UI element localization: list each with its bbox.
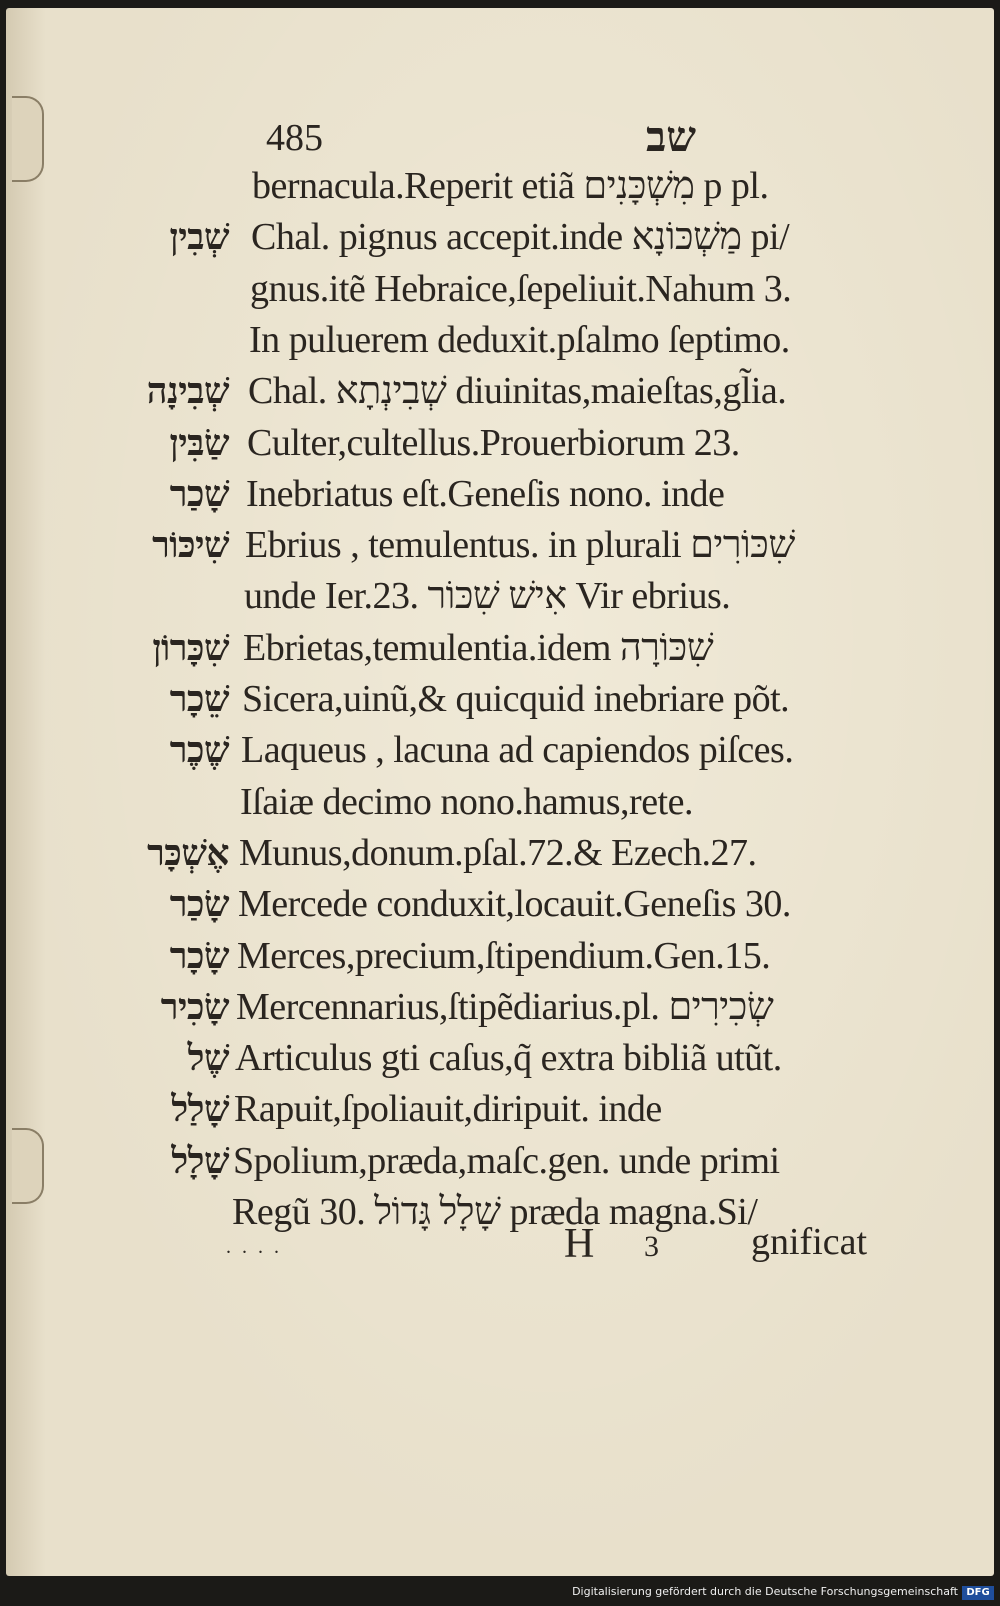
hebrew-headword: אֶשְׁכָּר	[147, 832, 229, 873]
entry-text: Laqueus , lacuna ad capiendos piſces.	[241, 729, 794, 772]
hebrew-headword: שְׁבִין	[169, 217, 229, 258]
entry-line	[6, 263, 994, 315]
running-head: שב	[646, 115, 696, 161]
entry-text: Mercede conduxit,locauit.Geneſis 30.	[238, 883, 791, 926]
hebrew-headword: שָׁלַל	[171, 1089, 229, 1130]
entry-text: In puluerem deduxit.pſalmo ſeptimo.	[249, 318, 790, 361]
entry-text: Inebriatus eſt.Geneſis nono. inde	[246, 472, 725, 515]
entry-line	[6, 724, 994, 776]
dfg-logo: DFG	[962, 1586, 994, 1600]
hebrew-headword: שִׁיכּוֹר	[152, 525, 229, 566]
entry-text: Articulus gti caſus,q̃ extra bibliã utũt.	[235, 1037, 782, 1080]
entry-text: bernacula.Reperit etiã מִשְׁכָּנִים p pl.	[252, 165, 769, 207]
entry-text: Iſaiæ decimo nono.hamus,rete.	[240, 780, 693, 823]
hebrew-headword: שָׂכָר	[169, 935, 229, 976]
page-number: 485	[266, 117, 323, 159]
entry-text: Chal. pignus accepit.inde מַשְׁכּוֹנָא pi/	[251, 216, 790, 259]
entry-text: Munus,donum.pſal.72.& Ezech.27.	[239, 831, 757, 874]
entry-line	[6, 776, 994, 828]
entry-line	[6, 570, 994, 622]
entry-line	[6, 622, 994, 674]
entry-line	[6, 314, 994, 366]
book-page	[6, 8, 994, 1576]
entry-text: Ebrius , temulentus. in plurali שִׁכּוֹרִים	[245, 524, 795, 567]
entry-line	[6, 519, 994, 571]
entry-line	[6, 160, 994, 212]
hebrew-headword: שָׁלָל	[171, 1140, 229, 1181]
entry-line	[6, 673, 994, 725]
hebrew-headword: שָׁכַר	[169, 473, 229, 514]
signature-mark: H	[564, 1221, 595, 1267]
footer-bar	[0, 1576, 1000, 1606]
entry-line	[6, 878, 994, 930]
entry-text: unde Ier.23. אִישׁ שִׁכּוֹר Vir ebrius.	[244, 575, 731, 618]
entry-text: gnus.itẽ Hebraice,ſepeliuit.Nahum 3.	[250, 267, 792, 310]
footer-credit: Digitalisierung gefördert durch die Deutsche Forschungsgemeinschaft	[572, 1585, 958, 1598]
hebrew-headword: שְׁבִינָה	[146, 371, 229, 412]
hebrew-headword: שֶׁכֶר	[169, 730, 229, 771]
entry-line	[6, 981, 994, 1033]
entry-line	[6, 365, 994, 417]
entry-text: Culter,cultellus.Prouerbiorum 23.	[247, 421, 740, 464]
hebrew-headword: שָׂכִיר	[160, 986, 229, 1027]
entry-text: Regũ 30. שָׁלָל גָּדוֹל præda magna.Si/	[232, 1191, 758, 1233]
hebrew-headword: שָׂכַר	[169, 884, 229, 925]
entry-text: Ebrietas,temulentia.idem שִׁכּוֹרָה	[243, 626, 714, 669]
entry-text: Chal. שְׁבִינְתָא diuinitas,maieſtas,gl̃ia.	[248, 370, 787, 413]
entry-line	[6, 211, 994, 263]
ornament-dots: . . . .	[226, 1236, 282, 1258]
catchword: gnificat	[751, 1221, 868, 1263]
entry-text: Mercennarius,ſtipẽdiarius.pl. שְׂכִירִים	[236, 985, 774, 1028]
hebrew-headword: שִׁכָּרוֹן	[152, 627, 229, 668]
entry-text: Merces,precium,ſtipendium.Gen.15.	[237, 934, 771, 977]
hebrew-headword: שֶׁל	[187, 1038, 229, 1079]
entry-line	[6, 1135, 994, 1187]
hebrew-headword: שֵׁכָר	[169, 679, 229, 719]
entry-line	[6, 1083, 994, 1135]
hebrew-headword: שַׂבִּין	[169, 422, 229, 463]
entry-line	[6, 417, 994, 469]
entry-text: Spolium,præda,maſc.gen. unde primi	[233, 1139, 780, 1182]
entry-line	[6, 468, 994, 520]
entry-text: Sicera,uinũ,& quicquid inebriare põt.	[242, 678, 790, 720]
page-header	[6, 116, 994, 164]
signature-number: 3	[644, 1230, 659, 1263]
text-block	[6, 8, 994, 1576]
entry-line	[6, 1032, 994, 1084]
entry-text: Rapuit,ſpoliauit,diripuit. inde	[234, 1088, 662, 1131]
entry-line	[6, 930, 994, 982]
entry-line	[6, 827, 994, 879]
